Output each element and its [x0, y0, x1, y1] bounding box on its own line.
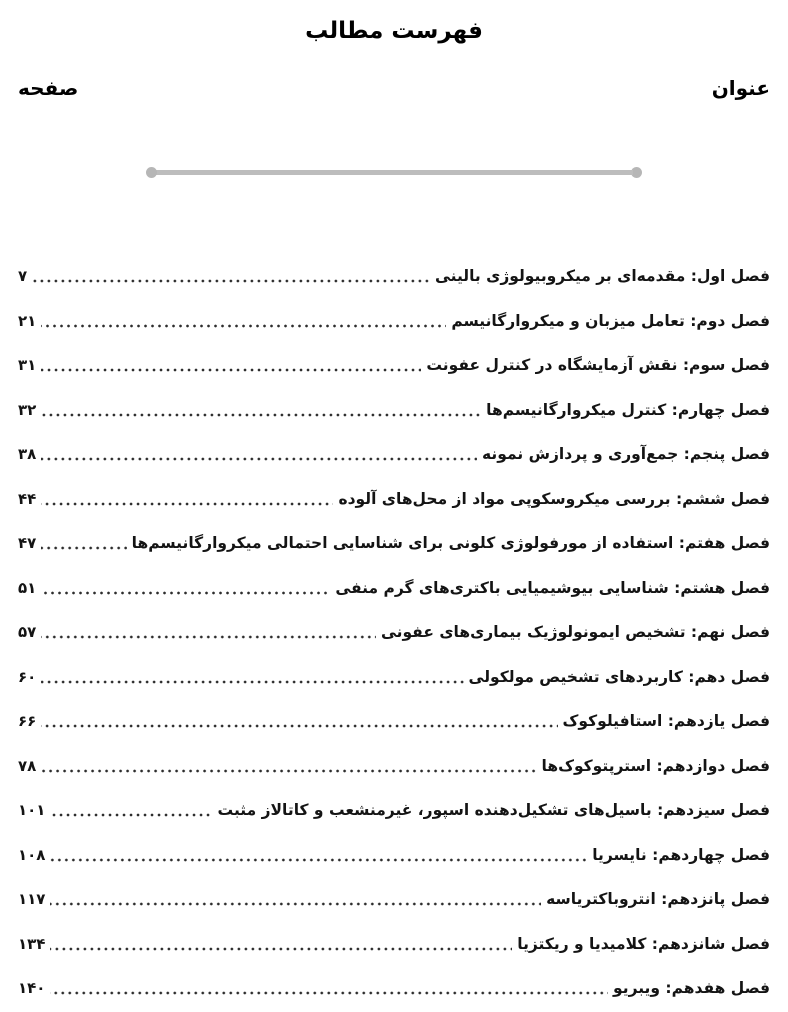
toc-entry: [18, 521, 770, 566]
entry-title: فصل نهم: تشخیص ایمونولوژیک بیماری‌های عفونی: [380, 623, 770, 642]
toc-entry: [18, 610, 770, 655]
dot-leader: [41, 546, 126, 550]
column-header-title: عنوان: [711, 76, 770, 100]
dot-leader: [41, 324, 446, 328]
entry-page-number: ۵۱: [18, 578, 37, 597]
entry-page-number: ۳۱: [18, 356, 37, 375]
entry-title: فصل دوازدهم: استرپتوکوک‌ها: [541, 756, 770, 775]
entry-title: فصل پانزدهم: انتروباکتریاسه: [546, 890, 770, 909]
section-divider: [146, 166, 642, 178]
dot-leader: [50, 813, 212, 817]
toc-entry: [18, 922, 770, 967]
entry-title: فصل اول: مقدمه‌ای بر میکروبیولوژی بالینی: [434, 267, 770, 286]
entry-page-number: ۷: [18, 267, 28, 286]
entry-title: فصل پنجم: جمع‌آوری و پردازش نمونه: [482, 445, 770, 464]
toc-entry: [18, 699, 770, 744]
toc-entry: [18, 343, 770, 388]
entry-title: فصل سیزدهم: باسیل‌های تشکیل‌دهنده اسپور، غیرمنشعب و کاتالاز مثبت: [217, 801, 770, 820]
entry-page-number: ۶۰: [18, 667, 37, 686]
dot-leader: [41, 591, 330, 595]
toc-entry: [18, 254, 770, 299]
dot-leader: [32, 279, 430, 283]
entry-page-number: ۱۳۴: [18, 934, 46, 953]
entry-title: فصل هفدهم: ویبریو: [613, 979, 770, 998]
divider-line: [155, 170, 633, 175]
toc-entry: [18, 388, 770, 433]
dot-leader: [41, 413, 481, 417]
dot-leader: [41, 635, 376, 639]
entry-page-number: ۴۷: [18, 534, 37, 553]
entry-page-number: ۵۷: [18, 623, 37, 642]
entry-page-number: ۴۴: [18, 489, 37, 508]
entry-page-number: ۲۱: [18, 311, 37, 330]
dot-leader: [50, 991, 608, 995]
dot-leader: [41, 368, 421, 372]
entry-title: فصل دهم: کاربردهای تشخیص مولکولی: [468, 667, 770, 686]
entry-page-number: ۱۱۷: [18, 890, 46, 909]
dot-leader: [50, 902, 541, 906]
entry-page-number: ۶۶: [18, 712, 37, 731]
entry-page-number: ۷۸: [18, 756, 37, 775]
entry-title: فصل ششم: بررسی میکروسکوپی مواد از محل‌های آلوده: [338, 489, 770, 508]
toc-entry: [18, 877, 770, 922]
dot-leader: [41, 769, 536, 773]
entry-page-number: ۱۰۸: [18, 845, 46, 864]
dot-leader: [41, 680, 463, 684]
entry-title: فصل دوم: تعامل میزبان و میکروارگانیسم: [451, 311, 770, 330]
column-header-page: صفحه: [18, 76, 79, 100]
entry-title: فصل یازدهم: استافیلوکوک: [562, 712, 770, 731]
toc-entry: [18, 566, 770, 611]
dot-leader: [50, 858, 587, 862]
toc-entry: [18, 432, 770, 477]
entry-page-number: ۳۲: [18, 400, 37, 419]
entry-title: فصل شانزدهم: کلامیدیا و ریکتزیا: [517, 934, 770, 953]
page-title: فهرست مطالب: [305, 18, 483, 44]
toc-entry: [18, 299, 770, 344]
toc-entry: [18, 744, 770, 789]
toc-column-headers: [18, 76, 770, 100]
entry-title: فصل چهاردهم: نایسریا: [592, 845, 770, 864]
dot-leader: [41, 724, 557, 728]
entry-title: فصل هشتم: شناسایی بیوشیمیایی باکتری‌های گرم منفی: [335, 578, 770, 597]
entry-title: فصل چهارم: کنترل میکروارگانیسم‌ها: [486, 400, 770, 419]
toc-entry: [18, 477, 770, 522]
toc-entry: [18, 655, 770, 700]
entry-title: فصل سوم: نقش آزمایشگاه در کنترل عفونت: [426, 356, 770, 375]
dot-leader: [41, 502, 333, 506]
entry-page-number: ۱۴۰: [18, 979, 46, 998]
dot-leader: [41, 457, 477, 461]
dot-leader: [50, 947, 512, 951]
toc-entry: [18, 966, 770, 1011]
entry-title: فصل هفتم: استفاده از مورفولوژی کلونی برای شناسایی احتمالی میکروارگانیسم‌ها: [131, 534, 770, 553]
toc-entry: [18, 788, 770, 833]
divider-dot-left: [146, 167, 157, 178]
toc-entries: [18, 254, 770, 1011]
entry-page-number: ۳۸: [18, 445, 37, 464]
toc-entry: [18, 833, 770, 878]
entry-page-number: ۱۰۱: [18, 801, 46, 820]
